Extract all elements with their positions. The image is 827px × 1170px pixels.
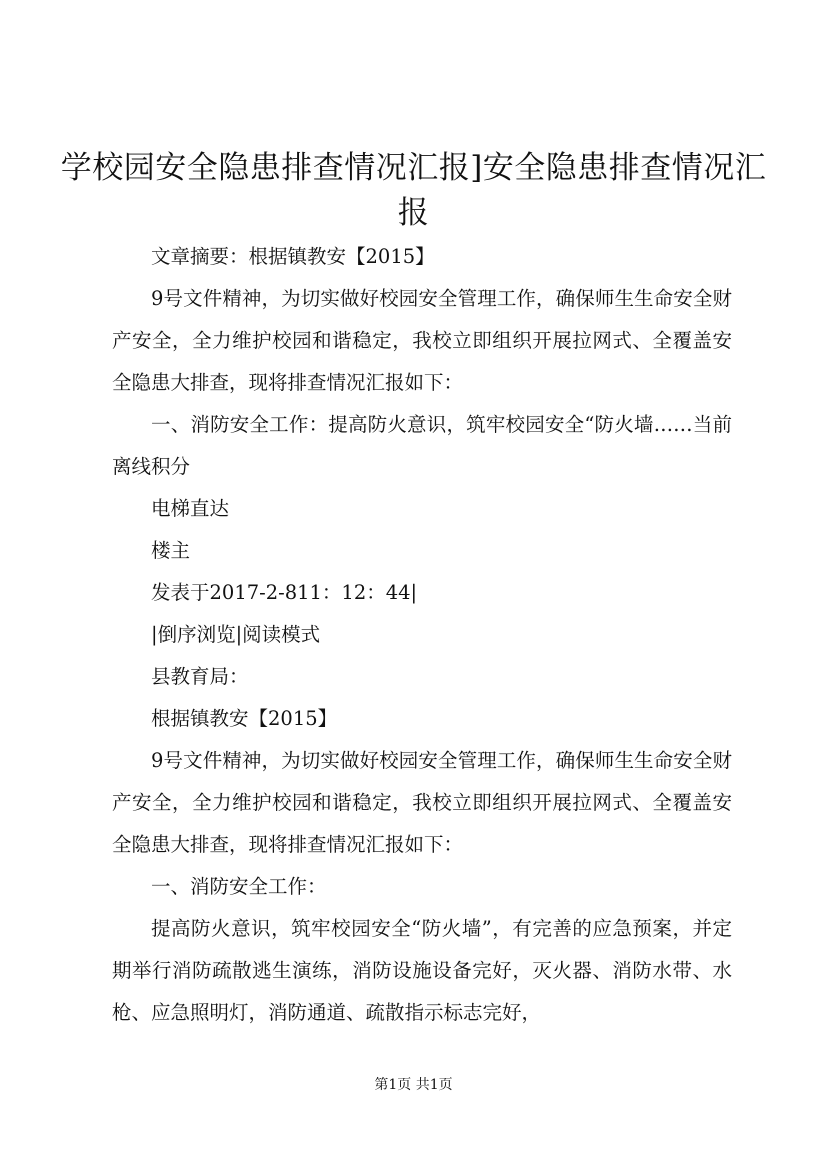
paragraph-abstract: 文章摘要：根据镇教安【2015】: [151, 245, 435, 268]
page-number-footer: 第1页 共1页: [374, 1077, 453, 1093]
document-body: [112, 236, 732, 1034]
document-title: 学校园安全隐患排查情况汇报]安全隐患排查情况汇报: [60, 150, 767, 231]
paragraph-reference: 根据镇教安【2015】: [151, 707, 338, 730]
paragraph-recipient: 县教育局：: [151, 665, 249, 688]
paragraph-view-mode: |倒序浏览|阅读模式: [151, 623, 321, 646]
paragraph-fire-safety-summary: 一、消防安全工作：提高防火意识，筑牢校园安全“防火墙……当前离线积分: [112, 413, 732, 478]
paragraph-posted-date: 发表于2017-2-811：12：44|: [151, 581, 418, 604]
paragraph-intro-repeat: 9号文件精神，为切实做好校园安全管理工作，确保师生生命安全财产安全，全力维护校园和谐稳定，我校立即组织开展拉网式、全覆盖安全隐患大排查，现将排查情况汇报如下：: [112, 749, 732, 856]
paragraph-intro: 9号文件精神，为切实做好校园安全管理工作，确保师生生命安全财产安全，全力维护校园和谐稳定，我校立即组织开展拉网式、全覆盖安全隐患大排查，现将排查情况汇报如下：: [112, 287, 732, 394]
paragraph-section-heading: 一、消防安全工作：: [151, 875, 327, 898]
paragraph-fire-safety-detail: 提高防火意识，筑牢校园安全“防火墙”，有完善的应急预案，并定期举行消防疏散逃生演练，消防设施设备完好，灭火器、消防水带、水枪、应急照明灯，消防通道、疏散指示标志完好，: [112, 917, 732, 1024]
paragraph-elevator: 电梯直达: [151, 497, 230, 520]
paragraph-poster: 楼主: [151, 539, 191, 562]
